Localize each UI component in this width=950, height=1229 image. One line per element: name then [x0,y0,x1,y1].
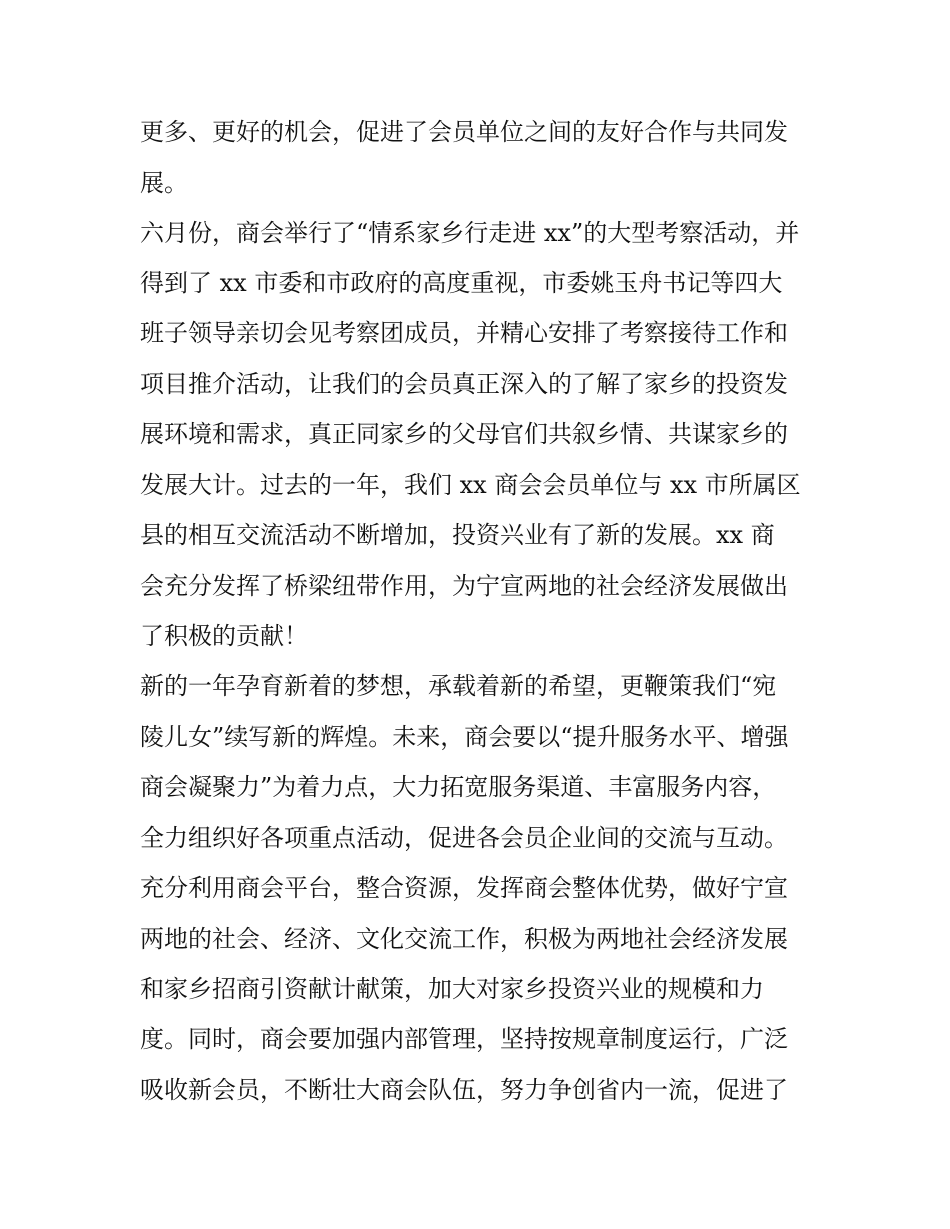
text-line: 了积极的贡献！ [140,622,308,650]
text-line: 充分利用商会平台，整合资源，发挥商会整体优势，做好宁宣 [140,874,788,902]
text-line: 吸收新会员，不断壮大商会队伍，努力争创省内一流，促进了 [140,1076,788,1104]
text-line: 陵儿女”续写新的辉煌。未来，商会要以“提升服务水平、增强 [140,723,789,751]
text-line: 更多、更好的机会，促进了会员单位之间的友好合作与共同发 [140,118,788,146]
text-line: 新的一年孕育新着的梦想，承载着新的希望，更鞭策我们“宛 [140,672,777,700]
text-line: 项目推介活动，让我们的会员真正深入的了解了家乡的投资发 [140,370,788,398]
text-line: 得到了 xx 市委和市政府的高度重视，市委姚玉舟书记等四大 [140,269,783,297]
text-line: 展。 [140,169,188,197]
text-line: 会充分发挥了桥梁纽带作用，为宁宣两地的社会经济发展做出 [140,572,788,600]
text-line: 和家乡招商引资献计献策，加大对家乡投资兴业的规模和力 [140,975,764,1003]
text-line: 两地的社会、经济、文化交流工作，积极为两地社会经济发展 [140,925,788,953]
text-line: 六月份，商会举行了“情系家乡行走进 xx”的大型考察活动，并 [140,219,800,247]
text-line: 展环境和需求，真正同家乡的父母官们共叙乡情、共谋家乡的 [140,420,788,448]
text-line: 班子领导亲切会见考察团成员，并精心安排了考察接待工作和 [140,319,788,347]
text-line: 商会凝聚力”为着力点，大力拓宽服务渠道、丰富服务内容， [140,773,777,801]
text-line: 县的相互交流活动不断增加，投资兴业有了新的发展。xx 商 [140,521,775,549]
text-line: 全力组织好各项重点活动，促进各会员企业间的交流与互动。 [140,824,788,852]
text-line: 度。同时，商会要加强内部管理，坚持按规章制度运行，广泛 [140,1025,788,1053]
text-line: 发展大计。过去的一年，我们 xx 商会会员单位与 xx 市所属区 [140,471,801,499]
